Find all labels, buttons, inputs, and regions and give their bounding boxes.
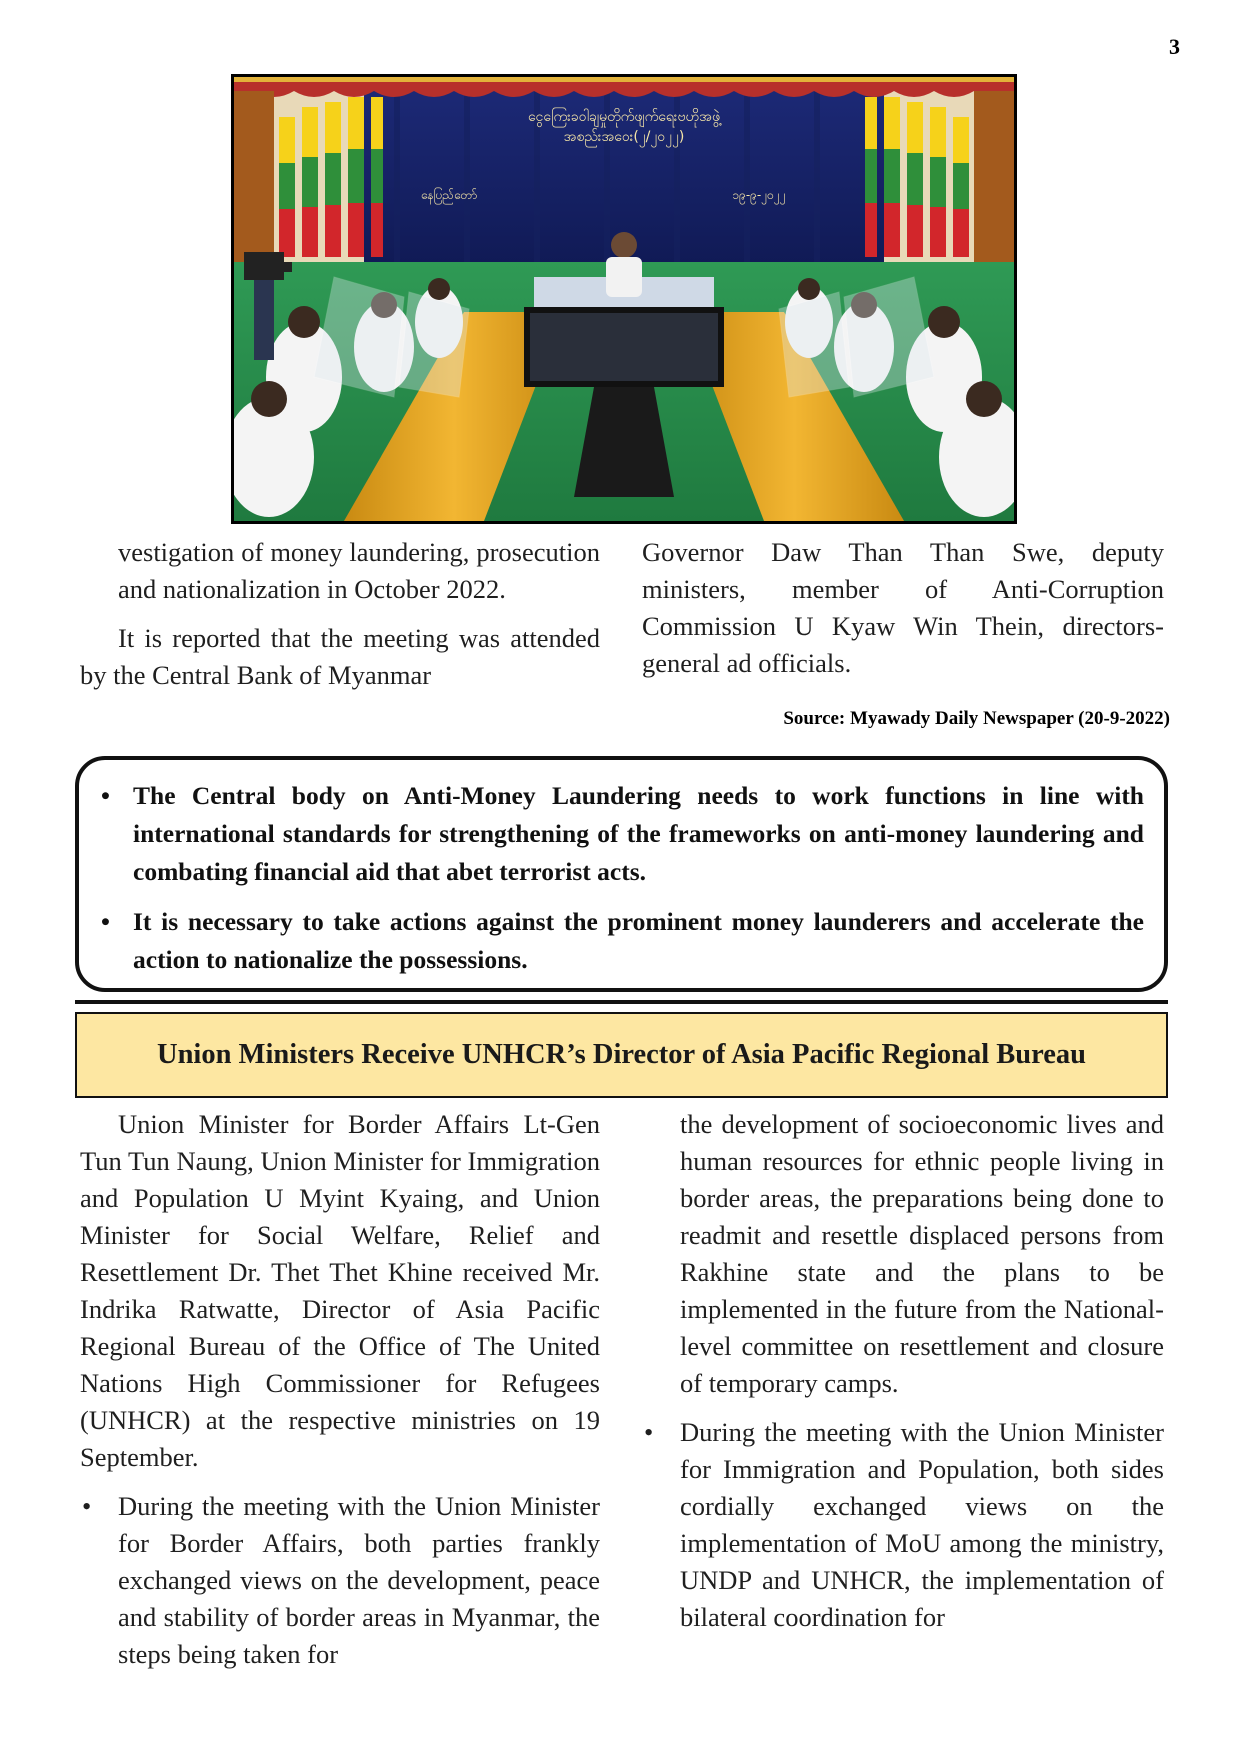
banner-title-line1: ငွေကြေးခဝါချမှုတိုက်ဖျက်ရေးဗဟိုအဖွဲ့ <box>527 109 721 125</box>
callout-item <box>97 903 1144 979</box>
meeting-photo <box>231 74 1017 524</box>
article2-title: Union Ministers Receive UNHCR’s Director of Asia Pacific Regional Bureau <box>75 1012 1168 1098</box>
bullet-icon: • <box>644 1417 654 1447</box>
banner-date: ၁၉-၉-၂၀၂၂ <box>732 188 786 202</box>
bullet-icon: • <box>101 781 110 810</box>
bullet-icon: • <box>101 907 110 936</box>
article1-source: Source: Myawady Daily Newspaper (20-9-2022) <box>783 708 1170 729</box>
article2-right-column <box>642 1106 1164 1636</box>
banner-location: နေပြည်တော် <box>420 188 478 202</box>
banner-title-line2: အစည်းအဝေး(၂/၂၀၂၂) <box>563 129 685 145</box>
article2-bullet1-continued: the development of socioeconomic lives and human resources for ethnic people living in border areas, the preparations being done to readmit and resettle displaced persons from Rakhine state and the plans to be implemented in the future from the National-level committee on resettlement and closure of temporary camps. <box>680 1109 1164 1398</box>
callout-item-text: It is necessary to take actions against the prominent money launderers and accelerate the action to nationalize the possessions. <box>133 907 1144 974</box>
page-number: 3 <box>1169 34 1180 59</box>
article1-paragraph-3: Governor Daw Than Than Swe, deputy ministers, member of Anti-Corruption Commission U Kyaw Win Thein, directors-general ad officials. <box>642 537 1164 678</box>
list-item <box>80 1488 600 1673</box>
bullet-icon: • <box>82 1491 92 1521</box>
article1-right-column <box>642 534 1164 694</box>
article2-left-column <box>80 1106 600 1673</box>
article1-left-column <box>80 534 600 706</box>
article1-paragraph-1: vestigation of money laundering, prosecution and nationalization in October 2022. <box>118 537 600 604</box>
callout-item-text: The Central body on Anti-Money Laundering needs to work functions in line with international standards for strengthening of the frameworks on anti-money laundering and combating financial aid that abet terrorist acts. <box>133 781 1144 886</box>
callout-item <box>97 777 1144 891</box>
section-divider <box>75 1000 1168 1004</box>
article1-paragraph-2: It is reported that the meeting was attended by the Central Bank of Myanmar <box>80 623 600 690</box>
key-points-callout <box>75 756 1168 992</box>
list-item-text: During the meeting with the Union Minister for Immigration and Population, both sides cordially exchanged views on the implementation of MoU among the ministry, UNDP and UNHCR, the implementation of bilateral coordination for <box>680 1417 1164 1632</box>
list-item <box>642 1414 1164 1636</box>
list-item-text: During the meeting with the Union Minister for Border Affairs, both parties frankly exchanged views on the development, peace and stability of border areas in Myanmar, the steps being taken for <box>118 1491 600 1669</box>
article2-intro: Union Minister for Border Affairs Lt-Gen Tun Tun Naung, Union Minister for Immigration and Population U Myint Kyaing, and Union Minister for Social Welfare, Relief and Resettlement Dr. Thet Thet Khine received Mr. Indrika Ratwatte, Director of Asia Pacific Regional Bureau of the Office of The United Nations High Commissioner for Refugees (UNHCR) at the respective ministries on 19 September. <box>80 1109 600 1472</box>
